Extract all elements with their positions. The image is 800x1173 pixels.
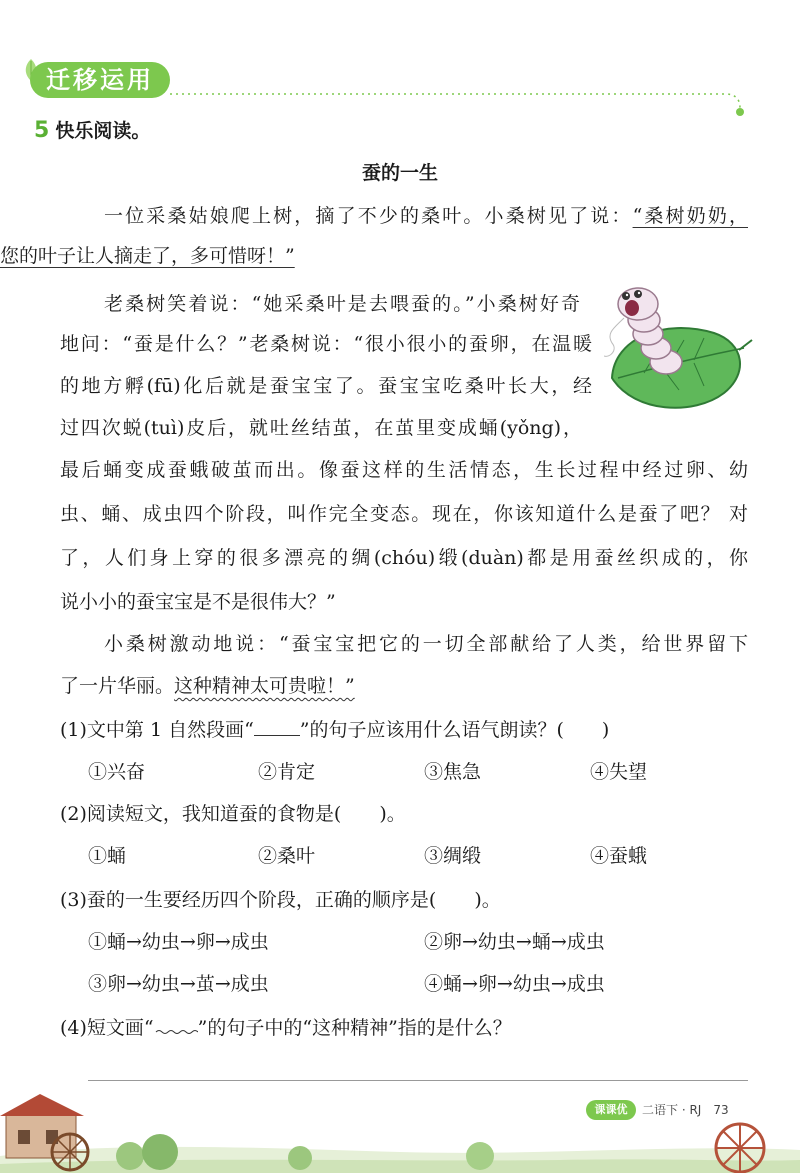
option[interactable]: ④失望 xyxy=(590,761,648,783)
dotted-divider xyxy=(170,80,745,116)
brand-badge: 课课优 xyxy=(586,1100,636,1120)
question-2: (2)阅读短文，我知道蚕的食物是( )。 xyxy=(60,803,406,825)
footer-scenery-illustration xyxy=(0,1086,800,1173)
option[interactable]: ①蛹 xyxy=(88,845,127,867)
passage-line: 了，人们身上穿的很多漂亮的绸(chóu)缎(duàn)都是用蚕丝织成的，你 xyxy=(60,547,748,569)
question-number: 5 xyxy=(34,118,50,143)
option[interactable]: ①兴奋 xyxy=(88,761,146,783)
option[interactable]: ③焦急 xyxy=(424,761,482,783)
passage-line: 过四次蜕(tuì)皮后，就吐丝结茧，在茧里变成蛹(yǒng)， xyxy=(60,417,582,439)
option[interactable]: ②肯定 xyxy=(258,761,316,783)
page-info: 二语下 · RJ 73 xyxy=(642,1103,729,1117)
question-heading xyxy=(34,116,150,143)
passage-line: 说小小的蚕宝宝是不是很伟大？” xyxy=(60,591,336,613)
question-3: (3)蚕的一生要经历四个阶段，正确的顺序是( )。 xyxy=(60,889,501,911)
option[interactable]: ④蚕蛾 xyxy=(590,845,648,867)
section-badge: 迁移运用 xyxy=(30,62,170,98)
silkworm-on-leaf-illustration xyxy=(604,278,754,418)
footer-divider xyxy=(88,1080,748,1081)
question-title: 快乐阅读。 xyxy=(55,120,151,142)
question-1: (1)文中第 1 自然段画“ ”的句子应该用什么语气朗读？( ) xyxy=(60,719,610,741)
option[interactable]: ④蛹→卵→幼虫→成虫 xyxy=(424,973,605,995)
passage-line: 地问：“蚕是什么？”老桑树说：“很小很小的蚕卵，在温暖 xyxy=(60,333,592,355)
option[interactable]: ③卵→幼虫→茧→成虫 xyxy=(88,973,269,995)
passage-line: 老桑树笑着说：“她采桑叶是去喂蚕的。”小桑树好奇 xyxy=(104,293,580,315)
wavy-underline-sample xyxy=(154,1016,198,1034)
passage-line: 虫、蛹、成虫四个阶段，叫作完全变态。现在，你该知道什么是蚕了吧？ 对 xyxy=(60,503,748,525)
option[interactable]: ②桑叶 xyxy=(258,845,316,867)
option[interactable]: ③绸缎 xyxy=(424,845,482,867)
passage-line: 最后蛹变成蚕蛾破茧而出。像蚕这样的生活情态，生长过程中经过卵、幼 xyxy=(60,459,748,481)
passage-line: 小桑树激动地说：“蚕宝宝把它的一切全部献给了人类，给世界留下 xyxy=(104,633,748,655)
passage-line: 您的叶子让人摘走了，多可惜呀！” xyxy=(0,245,295,267)
passage-line: 一位采桑姑娘爬上树，摘了不少的桑叶。小桑树见了说：“桑树奶奶， xyxy=(104,205,748,227)
passage-line: 了一片华丽。这种精神太可贵啦！” xyxy=(60,675,355,697)
question-4: (4)短文画“ ”的句子中的“这种精神”指的是什么？ xyxy=(60,1017,512,1039)
passage-title: 蚕的一生 xyxy=(361,162,438,184)
passage-line: 的地方孵(fū)化后就是蚕宝宝了。蚕宝宝吃桑叶长大，经 xyxy=(60,375,592,397)
option[interactable]: ②卵→幼虫→蛹→成虫 xyxy=(424,931,605,953)
straight-underline-sample xyxy=(254,717,300,736)
option[interactable]: ①蛹→幼虫→卵→成虫 xyxy=(88,931,269,953)
